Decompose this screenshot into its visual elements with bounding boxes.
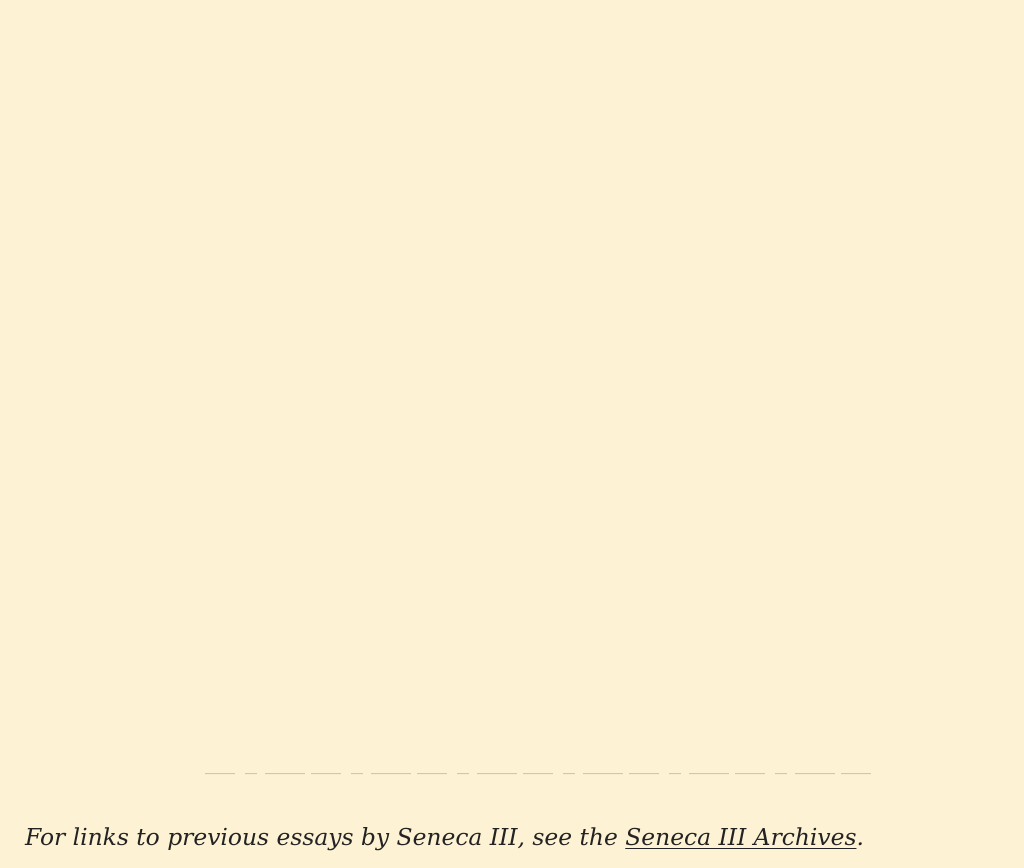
archive-footer xyxy=(25,821,864,853)
footer-text: For links to previous essays by Seneca III, see the xyxy=(25,823,626,851)
footer-period: . xyxy=(856,823,864,851)
archives-link[interactable]: Seneca III Archives xyxy=(625,823,857,851)
section-divider xyxy=(185,770,895,776)
